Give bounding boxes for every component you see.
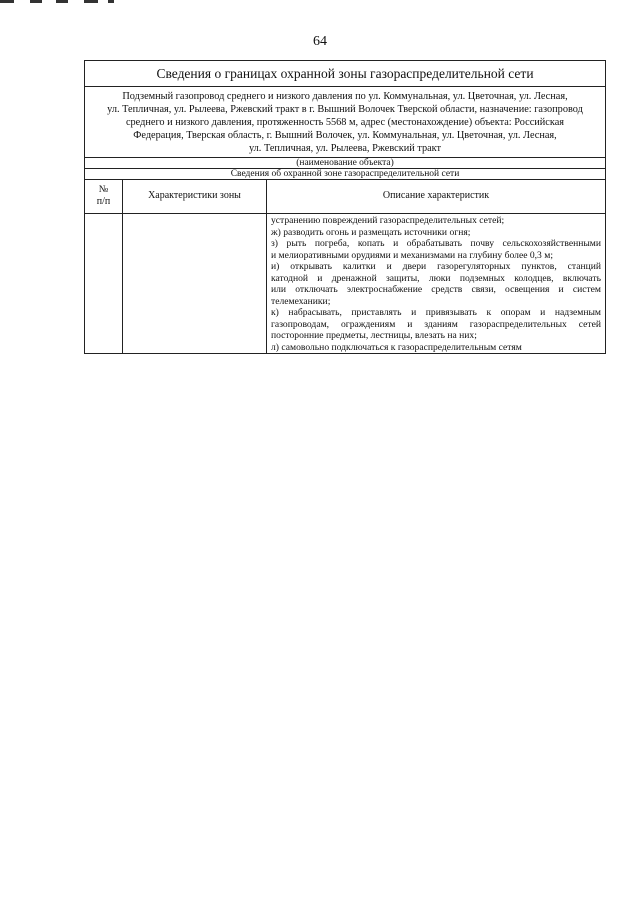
table-header-row [85,180,605,214]
scan-edge-marks [0,0,120,8]
description-line: посторонние предметы, лестницы, влезать на них; [271,330,477,341]
object-line: ул. Тепличная, ул. Рылеева, Ржевский тракт в г. Вышний Волочек Тверской области, назначение: газопровод [107,104,583,115]
description-line: л) самовольно подключаться к газораспределительным сетям [271,341,522,353]
object-line: ул. Тепличная, ул. Рылеева, Ржевский тракт [248,143,442,154]
object-name-block [85,87,605,158]
form-title: Сведения о границах охранной зоны газораспределительной сети [85,61,605,87]
description-line: устранению повреждений газораспределительных сетей; [271,215,505,226]
header-number-symbol: № [98,184,109,195]
description-line: или отключать электроснабжение средств связи, освещения и систем [271,284,601,295]
description-line: катодной и дренажной защиты, люки подземных колодцев, включать [271,272,601,284]
object-line: Подземный газопровод среднего и низкого давления по ул. Коммунальная, ул. Цветочная, ул. Лесная, [122,91,568,102]
page-number: 64 [313,34,327,49]
zone-cell [123,214,267,353]
header-number-abbrev: п/п [96,196,111,207]
description-line: и мелиоративными орудиями и механизмами на глубину более 0,3 м; [271,249,553,261]
description-line: телемеханики; [271,295,331,307]
object-line: Федерация, Тверская область, г. Вышний Волочек, ул. Коммунальная, ул. Цветочная, ул. Лесная, [133,130,557,141]
table-row [85,214,605,353]
object-caption: (наименование объекта) [85,158,605,169]
header-description: Описание характеристик [382,190,490,201]
header-number-cell [85,180,123,213]
description-cell [267,214,605,353]
description-line: газопроводам, ограждениям и зданиям газораспределительных сетей [271,318,601,330]
protection-zone-form [84,60,606,354]
description-line: и) открывать калитки и двери газорегуляторных пунктов, станций [271,261,601,272]
description-line: з) рыть погреба, копать и обрабатывать почву сельскохозяйственными [271,238,601,249]
zone-section-title: Сведения об охранной зоне газораспределительной сети [85,169,605,180]
description-line: ж) разводить огонь и размещать источники огня; [271,226,471,238]
description-line: к) набрасывать, приставлять и привязывать к опорам и надземным [271,307,601,318]
number-cell [85,214,123,353]
object-line: среднего и низкого давления, протяженность 5568 м, адрес (местонахождение) объекта: Российская [125,117,565,128]
header-zone-characteristics: Характеристики зоны [123,180,267,213]
